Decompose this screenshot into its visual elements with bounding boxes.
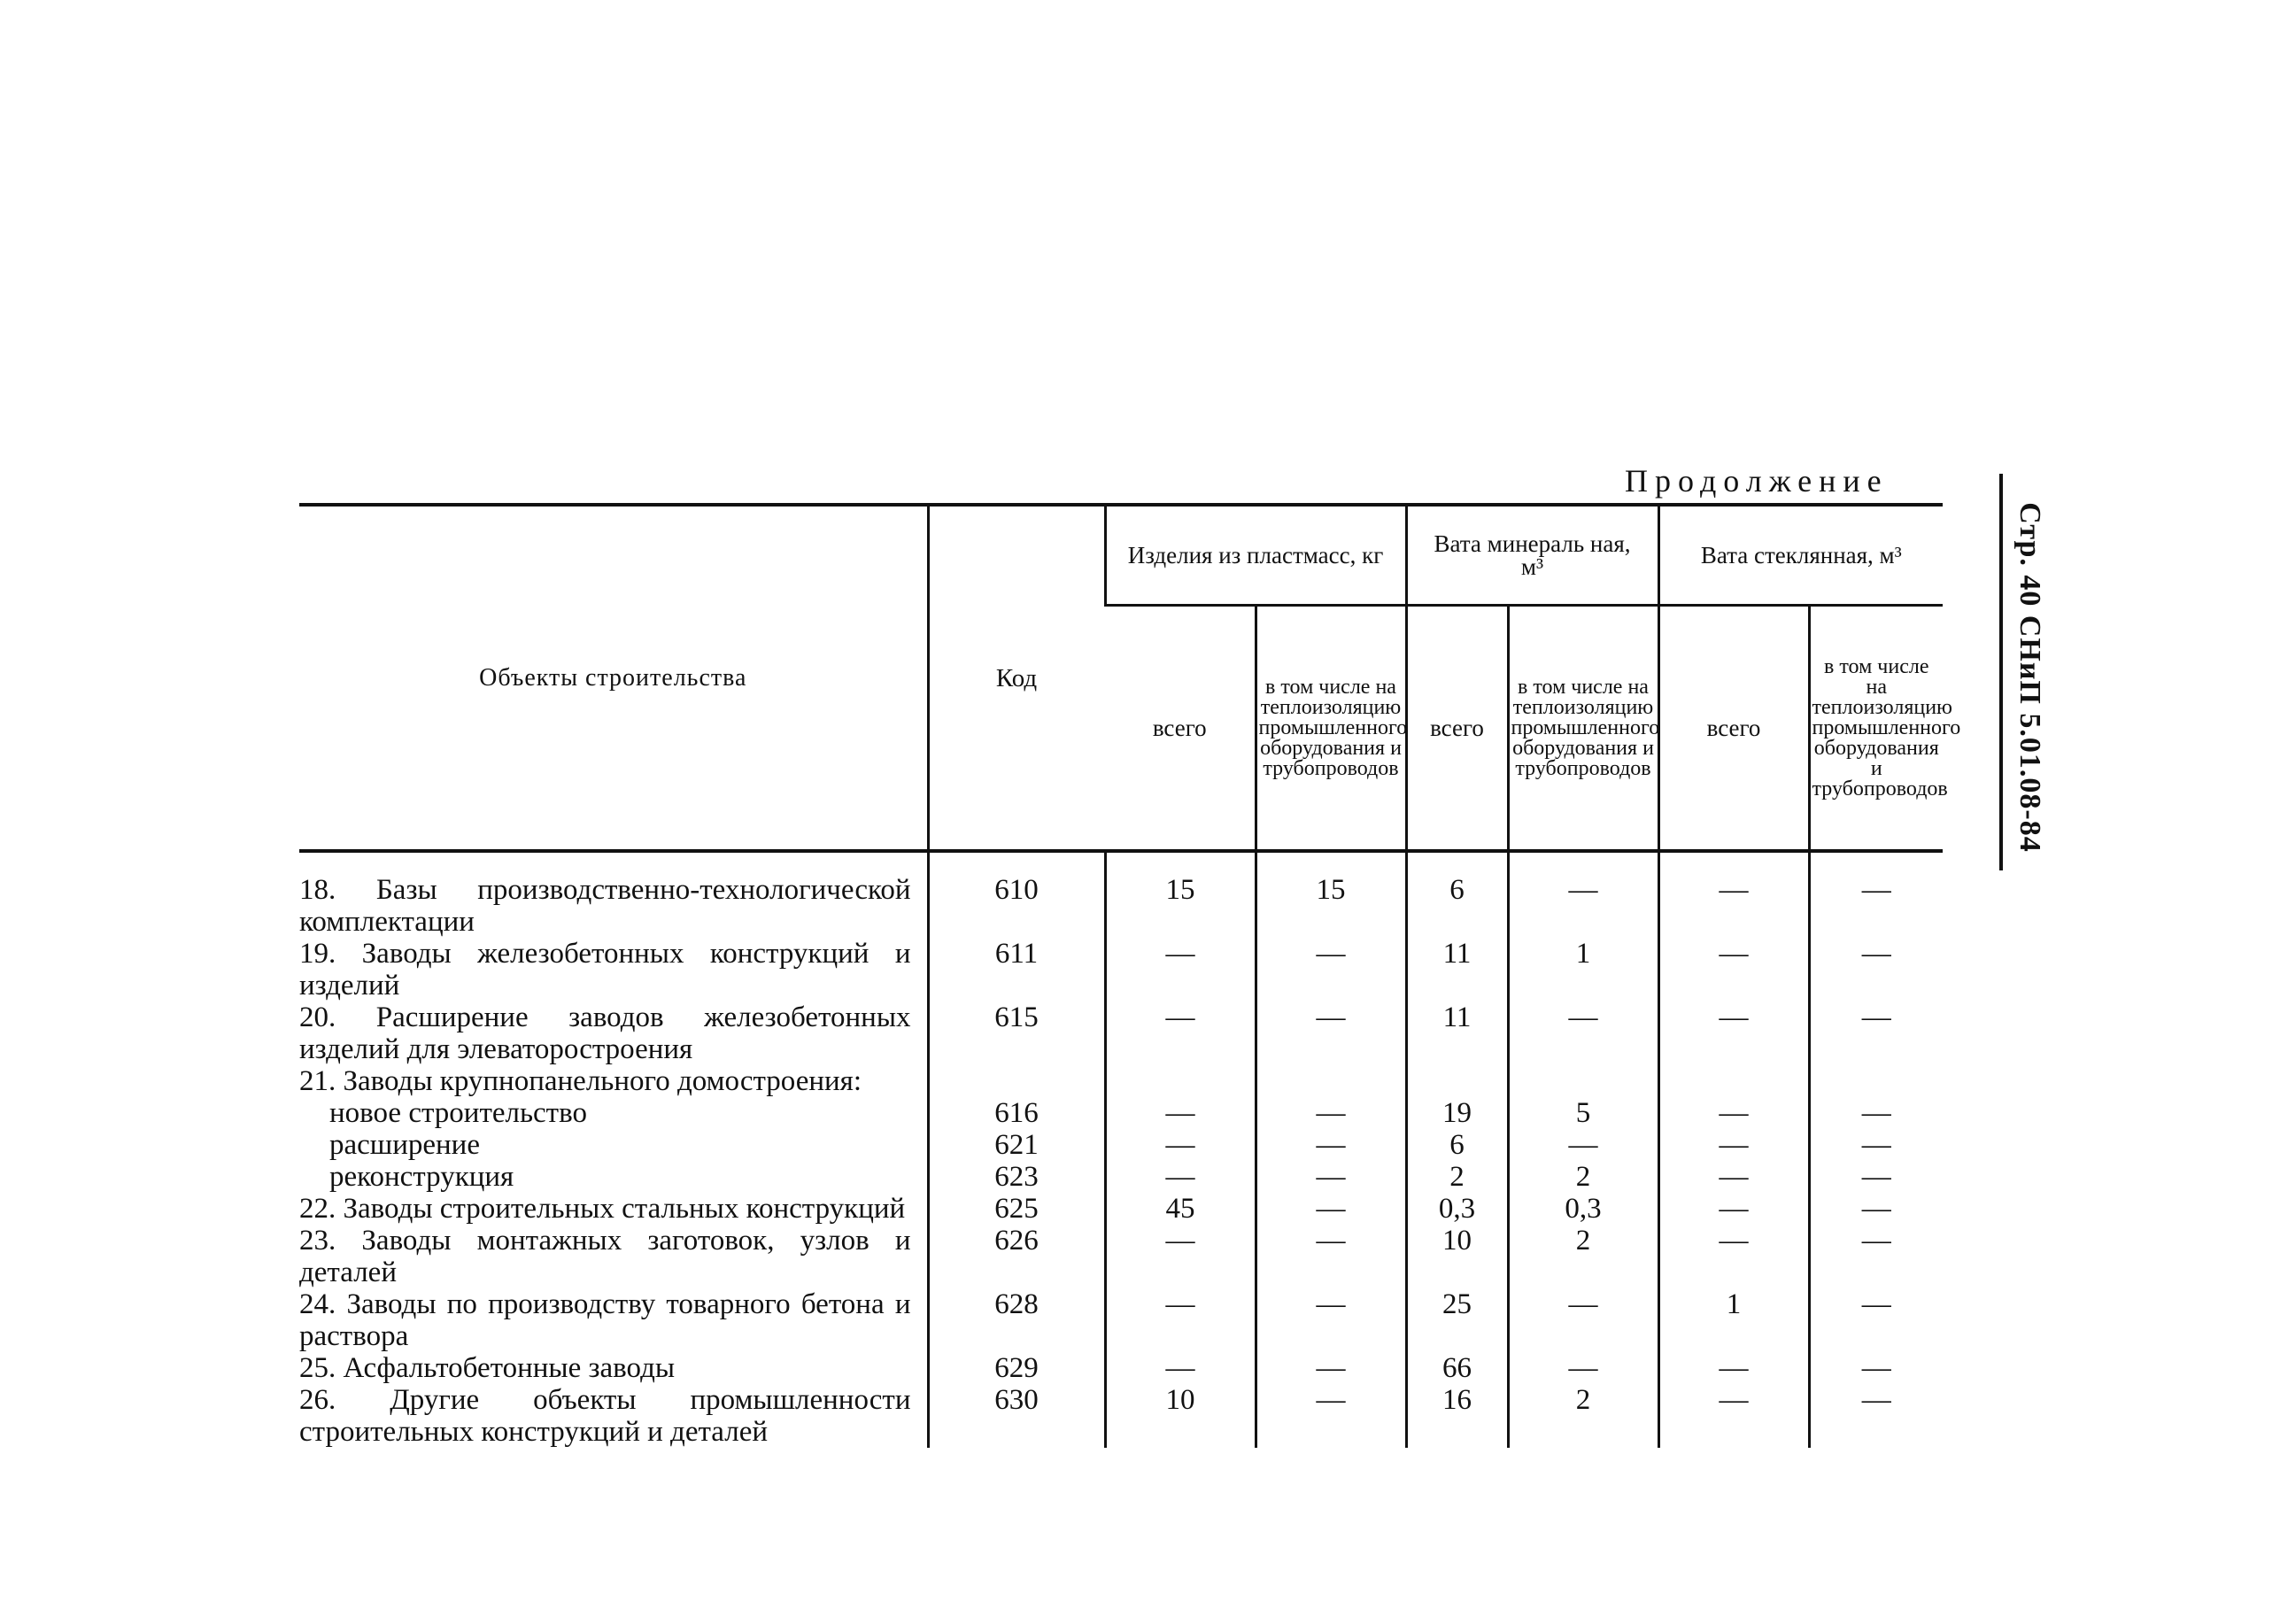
cell-value: 5	[1508, 1097, 1658, 1129]
row-code: 615	[928, 1001, 1105, 1065]
cell-value: 11	[1406, 938, 1508, 1001]
cell-value: 45	[1105, 1193, 1256, 1225]
cell-value: 15	[1256, 851, 1406, 938]
cell-value: 10	[1406, 1225, 1508, 1288]
table-row	[299, 1129, 1943, 1161]
cell-value: —	[1256, 1097, 1406, 1129]
table-row	[299, 1352, 1943, 1384]
cell-value: 15	[1105, 851, 1256, 938]
row-code: 629	[928, 1352, 1105, 1384]
cell-value: —	[1256, 938, 1406, 1001]
cell-value: —	[1809, 851, 1943, 938]
table-row	[299, 1065, 1943, 1097]
row-name: 19. Заводы железобетонных конструкций и изделий	[299, 938, 911, 1001]
row-name: новое строительство	[329, 1097, 587, 1129]
cell-value	[1406, 1065, 1508, 1097]
cell-value	[1105, 1065, 1256, 1097]
row-name: 20. Расширение заводов железобетонных изделий для элеваторостроения	[299, 1001, 911, 1065]
row-code: 625	[928, 1193, 1105, 1225]
row-code	[928, 1065, 1105, 1097]
cell-value: —	[1256, 1193, 1406, 1225]
cell-value: —	[1809, 1352, 1943, 1384]
cell-value: —	[1809, 1161, 1943, 1193]
cell-value: —	[1105, 1129, 1256, 1161]
row-name: 26. Другие объекты промышленности строительных конструкций и деталей	[299, 1384, 911, 1448]
row-code: 611	[928, 938, 1105, 1001]
cell-value: —	[1105, 1225, 1256, 1288]
cell-value: —	[1256, 1352, 1406, 1384]
cell-value: —	[1256, 1001, 1406, 1065]
cell-value: —	[1658, 1384, 1809, 1448]
cell-value: —	[1105, 1288, 1256, 1352]
row-name: расширение	[329, 1129, 480, 1161]
cell-value	[1256, 1065, 1406, 1097]
cell-value: —	[1658, 1193, 1809, 1225]
row-name: 23. Заводы монтажных заготовок, узлов и деталей	[299, 1225, 911, 1288]
row-code: 626	[928, 1225, 1105, 1288]
cell-value: 66	[1406, 1352, 1508, 1384]
cell-value	[1809, 1065, 1943, 1097]
continuation-label: Продолжение	[1625, 463, 1889, 499]
cell-value: —	[1256, 1288, 1406, 1352]
row-code: 630	[928, 1384, 1105, 1448]
cell-value: 10	[1105, 1384, 1256, 1448]
cell-value: 1	[1508, 938, 1658, 1001]
table-row	[299, 1001, 1943, 1065]
cell-value: —	[1508, 1129, 1658, 1161]
cell-value: 6	[1406, 851, 1508, 938]
group-mineral-wool-header: Вата минераль ная, м³	[1406, 505, 1658, 606]
cell-value: —	[1809, 1193, 1943, 1225]
sub-total-header: всего	[1406, 606, 1508, 852]
cell-value: —	[1658, 938, 1809, 1001]
table-row	[299, 938, 1943, 1001]
cell-value: —	[1658, 1352, 1809, 1384]
cell-value: 0,3	[1406, 1193, 1508, 1225]
cell-value: 19	[1406, 1097, 1508, 1129]
cell-value: —	[1508, 1288, 1658, 1352]
cell-value: —	[1105, 1097, 1256, 1129]
cell-value: 2	[1508, 1161, 1658, 1193]
cell-value: 2	[1508, 1225, 1658, 1288]
cell-value: 1	[1658, 1288, 1809, 1352]
cell-value: —	[1809, 1384, 1943, 1448]
cell-value: —	[1658, 1129, 1809, 1161]
cell-value: —	[1256, 1225, 1406, 1288]
table-row	[299, 1225, 1943, 1288]
cell-value: 16	[1406, 1384, 1508, 1448]
cell-value: —	[1658, 851, 1809, 938]
cell-value: —	[1105, 1352, 1256, 1384]
group-glass-wool-header: Вата стеклянная, м³	[1658, 505, 1943, 606]
side-page-label-box	[2010, 469, 2049, 885]
cell-value: 11	[1406, 1001, 1508, 1065]
table-row	[299, 1161, 1943, 1193]
cell-value: —	[1508, 1001, 1658, 1065]
cell-value: —	[1809, 1129, 1943, 1161]
cell-value: —	[1658, 1225, 1809, 1288]
row-name: 25. Асфальтобетонные заводы	[299, 1352, 676, 1384]
row-code: 628	[928, 1288, 1105, 1352]
col-objects-header: Объекты строительства	[299, 505, 928, 851]
cell-value: —	[1658, 1161, 1809, 1193]
cell-value: —	[1105, 1001, 1256, 1065]
group-plastics-header: Изделия из пластмасс, кг	[1105, 505, 1406, 606]
cell-value: 2	[1406, 1161, 1508, 1193]
cell-value: —	[1658, 1097, 1809, 1129]
cell-value: 2	[1508, 1384, 1658, 1448]
cell-value: —	[1105, 1161, 1256, 1193]
sub-total-header: всего	[1105, 606, 1256, 852]
row-code: 623	[928, 1161, 1105, 1193]
row-name: реконструкция	[329, 1161, 514, 1193]
sub-detail-header: в том числе на теплоизоляцию промышленного оборудования и трубопроводов	[1809, 606, 1943, 852]
row-code: 616	[928, 1097, 1105, 1129]
cell-value: —	[1809, 1288, 1943, 1352]
cell-value: —	[1508, 851, 1658, 938]
cell-value: —	[1256, 1384, 1406, 1448]
row-code: 610	[928, 851, 1105, 938]
sub-detail-header: в том числе на теплоизоляцию промышленного оборудования и трубопроводов	[1256, 606, 1406, 852]
cell-value: 6	[1406, 1129, 1508, 1161]
cell-value: —	[1256, 1161, 1406, 1193]
data-table	[299, 503, 1961, 1448]
row-code: 621	[928, 1129, 1105, 1161]
side-page-label: Стр. 40 СНиП 5.01.08-84	[2013, 502, 2046, 853]
cell-value: —	[1256, 1129, 1406, 1161]
cell-value: 0,3	[1508, 1193, 1658, 1225]
row-name: 24. Заводы по производству товарного бетона и раствора	[299, 1288, 911, 1352]
cell-value	[1658, 1065, 1809, 1097]
table-row	[299, 1384, 1943, 1448]
row-name: 22. Заводы строительных стальных конструкций	[299, 1193, 906, 1225]
table-row	[299, 851, 1943, 938]
cell-value: —	[1809, 1001, 1943, 1065]
table-row	[299, 1097, 1943, 1129]
cell-value	[1508, 1065, 1658, 1097]
table-row	[299, 1193, 1943, 1225]
col-code-header: Код	[928, 505, 1105, 851]
sub-detail-header: в том числе на теплоизоляцию промышленного оборудования и трубопроводов	[1508, 606, 1658, 852]
side-rule	[1999, 474, 2003, 870]
cell-value: —	[1809, 938, 1943, 1001]
cell-value: —	[1508, 1352, 1658, 1384]
cell-value: —	[1105, 938, 1256, 1001]
cell-value: —	[1809, 1225, 1943, 1288]
cell-value: —	[1809, 1097, 1943, 1129]
row-name: 21. Заводы крупнопанельного домостроения:	[299, 1065, 862, 1097]
row-name: 18. Базы производственно-технологической комплектации	[299, 874, 911, 938]
table-row	[299, 1288, 1943, 1352]
cell-value: —	[1658, 1001, 1809, 1065]
sub-total-header: всего	[1658, 606, 1809, 852]
cell-value: 25	[1406, 1288, 1508, 1352]
